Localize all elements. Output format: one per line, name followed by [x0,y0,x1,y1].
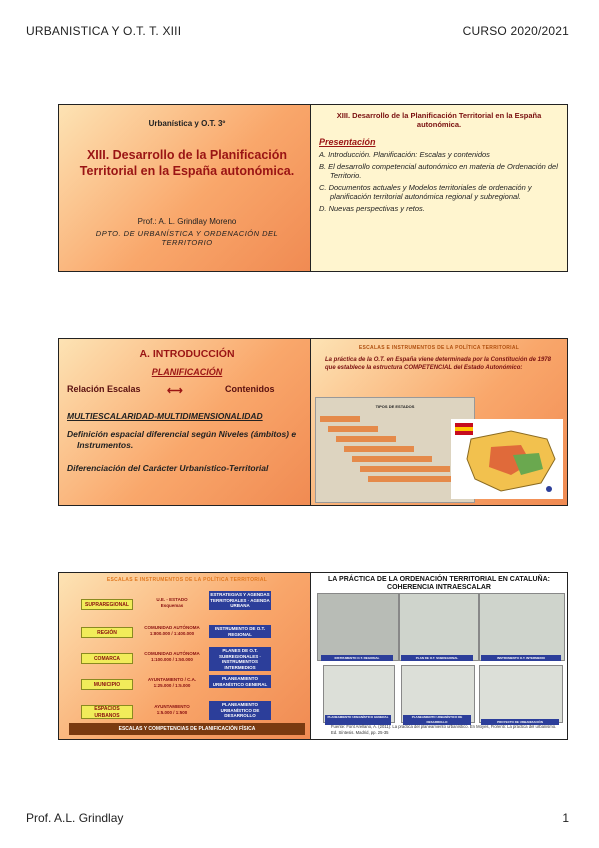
authority-scale [141,677,203,688]
slide3-title: A. INTRODUCCIÓN [139,348,235,360]
slide-scales-table [58,572,316,740]
scale-label: Esquemas [160,602,184,608]
map-caption: PROYECTO DE URBANIZACIÓN [481,719,559,725]
authority-label: AYUNTAMIENTO / C.A. [147,677,197,682]
slide3-relation-left: Relación Escalas [67,384,141,394]
map-caption: PLANEAMIENTO URBANÍSTICO GENERAL [325,715,391,725]
header-course-year: CURSO 2020/2021 [462,24,569,38]
instrument-box: PLANEAMIENTO URBANÍSTICO DE DESARROLLO [209,701,271,720]
authority-scale [141,597,203,608]
slide3-planning: PLANIFICACIÓN [151,367,223,377]
subregional-map-image [399,593,479,661]
slide1-professor: Prof.: A. L. Grindlay Moreno [137,217,237,226]
scale-label: 1:800.000 / 1:400.000 [149,630,195,636]
level-label: REGIÓN [81,627,133,638]
urbanization-project-map-image [479,665,563,723]
level-label: MUNICIPIO [81,679,133,690]
map-caption: INSTRUMENTO O.T. INTERMEDIO [481,655,561,661]
slide4-title: ESCALAS E INSTRUMENTOS DE LA POLÍTICA TERRITORIAL [358,345,520,351]
stair-step [352,456,432,462]
stair-step [344,446,414,452]
slide3-multi: MULTIESCALARIDAD-MULTIDIMENSIONALIDAD [67,411,263,421]
instrument-box: ESTRATEGIAS Y AGENDAS TERRITORIALES · AGENDA URBANA [210,592,270,608]
intermediate-map-image [479,593,565,661]
slide2-item-list [319,150,559,216]
list-item: D. Nuevas perspectivas y retos. [319,204,425,213]
slide-catalonia [310,572,568,740]
scale-label: 1:25.000 / 1:5.000 [153,682,191,688]
authority-scale [141,704,203,715]
regional-map-image [317,593,399,661]
spain-map-image [451,419,563,499]
instrument-box: PLANES DE O.T. SUBREGIONALES · INSTRUMENTOS INTERMEDIOS [209,647,271,671]
slide3-difference: Diferenciación del Carácter Urbanístico-Territorial [67,463,269,473]
double-arrow-icon: ⟷ [167,385,183,397]
slide5-title: ESCALAS E INSTRUMENTOS DE LA POLÍTICA TERRITORIAL [106,577,268,583]
authority-scale [141,625,203,636]
header-course-title: URBANISTICA Y O.T. T. XIII [26,24,182,38]
scale-label: 1:5.000 / 1:500 [156,709,188,715]
list-item: A. Introducción. Planificación: Escalas y contenidos [319,150,490,159]
instrument-box: PLANEAMIENTO URBANÍSTICO GENERAL [209,675,271,688]
page-number: 1 [562,811,569,825]
slide-presentation [310,104,568,272]
scale-label: 1:100.000 / 1:50.000 [151,656,193,662]
list-item: B. El desarrollo competencial autonómico en materia de Ordenación del Territorio. [319,162,558,180]
slide1-title: XIII. Desarrollo de la Planificación Territorial en la España autonómica. [79,148,295,178]
stair-step [328,426,378,432]
stair-step [320,416,360,422]
slide-scales-instruments [310,338,568,506]
footer-author: Prof. A.L. Grindlay [26,811,124,825]
slide3-definition: Definición espacial diferencial según Niveles (ámbitos) e Instrumentos. [67,429,297,450]
slide4-text: La práctica de la O.T. en España viene determinada por la Constitución de 1978 que establece la estructura COMPETENCIAL del Estado Autonómico: [325,357,551,371]
authority-scale [141,651,203,662]
map-caption: PLAN DE O.T. SUBREGIONAL [401,655,473,661]
slide6-title: LA PRÁCTICA DE LA ORDENACIÓN TERRITORIAL EN CATALUÑA: COHERENCIA INTRAESCALAR [328,576,550,591]
slide5-footer: ESCALAS Y COMPETENCIAS DE PLANIFICACIÓN FÍSICA [69,723,305,735]
map-caption: PLANEAMIENTO URBANÍSTICO DE DESARROLLO [403,715,471,725]
slide-introduction [58,338,316,506]
authority-label: COMUNIDAD AUTÓNOMA [144,625,200,630]
map-caption: INSTRUMENTO O.T. REGIONAL [321,655,393,661]
diagram-label: TIPOS DE ESTADOS [375,404,415,409]
level-label: SUPRAREGIONAL [81,599,133,610]
slide1-department: DPTO. DE URBANÍSTICA Y ORDENACIÓN DEL TERRITORIO [95,229,279,247]
slide6-source: Fuente: Font Arellano, A. (2011): La práctica del planeamiento urbanístico. En Moyes, Fiorenti: La práctica del urbanismo. Ed. Síntesis. Madrid, pp. 25-35 [331,724,557,735]
level-label: COMARCA [81,653,133,664]
list-item: C. Documentos actuales y Modelos territoriales de ordenación y planificación territorial autonómica regional y subregional. [319,183,532,201]
authority-label: COMUNIDAD AUTÓNOMA [144,651,200,656]
slide2-title: XIII. Desarrollo de la Planificación Territorial en la España autonómica. [336,111,542,129]
stair-step [360,466,450,472]
authority-label: U.E. - ESTADO [156,597,188,602]
stair-step [336,436,396,442]
slide1-subtitle: Urbanística y O.T. 3º [148,119,226,128]
level-label: ESPACIOS URBANOS [81,705,133,719]
authority-label: AYUNTAMIENTO [154,704,190,709]
slide2-heading: Presentación [319,137,376,147]
instrument-box: INSTRUMENTO DE O.T. REGIONAL [209,625,271,638]
slide-title [58,104,316,272]
slide3-relation-right: Contenidos [225,384,275,394]
